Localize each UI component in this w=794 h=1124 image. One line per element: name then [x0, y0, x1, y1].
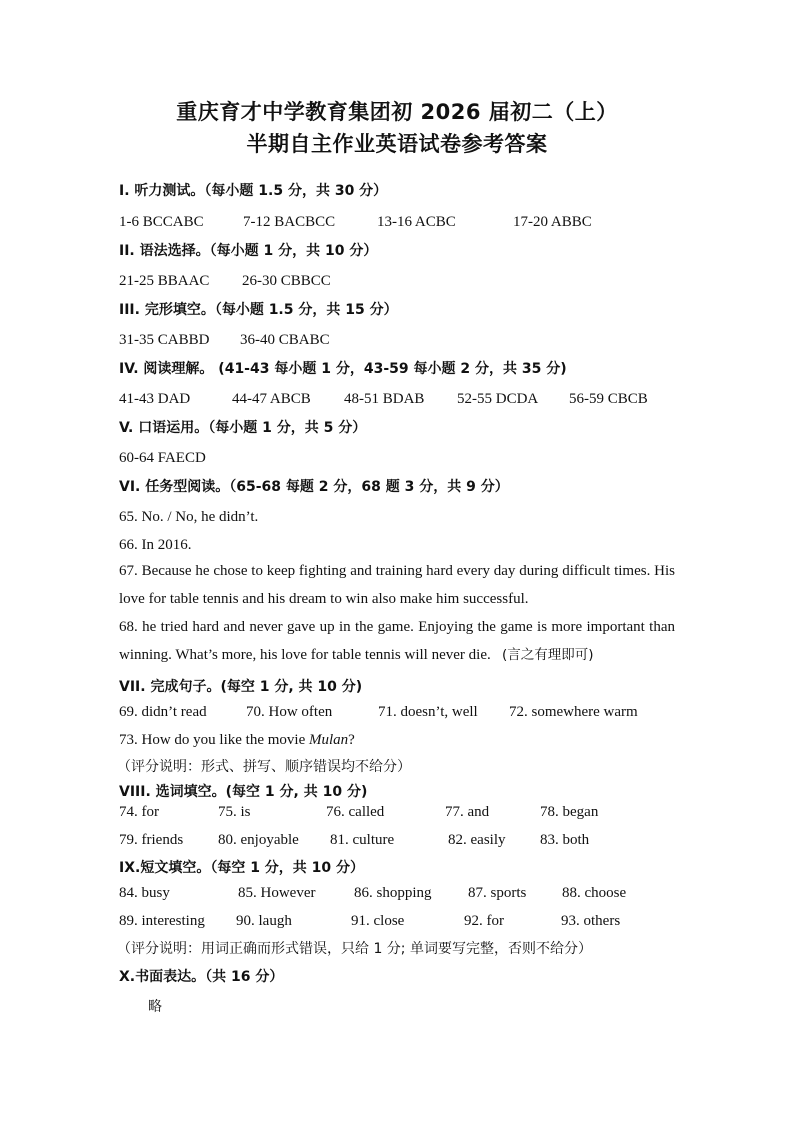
- writing-answer: 略: [148, 999, 162, 1015]
- section-heading-writing: X.书面表达。（共 16 分）: [119, 969, 284, 985]
- answer-group: 13-16 ACBC: [377, 214, 456, 230]
- document-subtitle: 半期自主作业英语试卷参考答案: [246, 132, 548, 156]
- answer-73-end: ?: [348, 732, 355, 748]
- answer-group: 79. friends: [119, 832, 184, 848]
- answer-group: 76. called: [326, 804, 385, 820]
- answer-group: 88. choose: [562, 885, 627, 901]
- answer-68-note: (言之有理即可): [501, 647, 594, 663]
- answer-group: 80. enjoyable: [218, 832, 299, 848]
- answer-group: 89. interesting: [119, 913, 205, 929]
- section-heading-sentences: VII. 完成句子。(每空 1 分, 共 10 分): [119, 679, 363, 695]
- answer-group: 60-64 FAECD: [119, 450, 206, 466]
- answer-group: 91. close: [351, 913, 405, 929]
- answer-group: 31-35 CABBD: [119, 332, 210, 348]
- answer-66: 66. In 2016.: [119, 537, 192, 553]
- answer-group: 7-12 BACBCC: [243, 214, 336, 230]
- answer-group: 52-55 DCDA: [457, 391, 539, 407]
- answer-group: 74. for: [119, 804, 159, 820]
- section-heading-passage-fill: IX.短文填空。（每空 1 分，共 10 分）: [119, 860, 365, 876]
- answer-group: 1-6 BCCABC: [119, 214, 204, 230]
- answer-group: 26-30 CBBCC: [242, 273, 331, 289]
- answer-group: 82. easily: [448, 832, 506, 848]
- answer-group: 17-20 ABBC: [513, 214, 592, 230]
- answer-group: 83. both: [540, 832, 590, 848]
- section-heading-reading: IV. 阅读理解。 (41-43 每小题 1 分，43-59 每小题 2 分，共 35 分): [119, 361, 567, 377]
- answer-group: 78. began: [540, 804, 599, 820]
- answer-group: 21-25 BBAAC: [119, 273, 210, 289]
- section-heading-listening: I. 听力测试。（每小题 1.5 分，共 30 分）: [119, 183, 388, 199]
- section-heading-cloze: III. 完形填空。（每小题 1.5 分，共 15 分）: [119, 302, 398, 318]
- answer-73: [119, 730, 355, 750]
- answer-group: 71. doesn’t, well: [378, 704, 478, 720]
- answer-group: 41-43 DAD: [119, 391, 191, 407]
- answer-group: 85. However: [238, 885, 316, 901]
- answer-group: 93. others: [561, 913, 621, 929]
- answer-68: [119, 613, 675, 669]
- answer-67: 67. Because he chose to keep fighting and training hard every day during difficult times. His love for table tennis and his dream to win also make him successful.: [119, 563, 675, 607]
- answer-group: 87. sports: [468, 885, 527, 901]
- grading-note: （评分说明：用词正确而形式错误，只给 1 分; 单词要写完整，否则不给分）: [117, 941, 592, 957]
- answer-group: 90. laugh: [236, 913, 292, 929]
- document-title: 重庆育才中学教育集团初 2026 届初二（上）: [176, 100, 618, 124]
- answer-group: 69. didn’t read: [119, 704, 207, 720]
- answer-68-text: 68. he tried hard and never gave up in the game. Enjoying the game is more important than winning. What’s more, his love for table tennis will never die.: [119, 619, 675, 663]
- answer-group: 77. and: [445, 804, 490, 820]
- answer-group: 81. culture: [330, 832, 395, 848]
- answer-group: 48-51 BDAB: [344, 391, 425, 407]
- section-heading-grammar: II. 语法选择。（每小题 1 分，共 10 分）: [119, 243, 378, 259]
- movie-title: Mulan: [308, 732, 349, 748]
- answer-73-text: 73. How do you like the movie: [119, 732, 309, 748]
- answer-group: 36-40 CBABC: [240, 332, 330, 348]
- answer-group: 86. shopping: [354, 885, 432, 901]
- answer-group: 70. How often: [246, 704, 333, 720]
- grading-note: （评分说明：形式、拼写、顺序错误均不给分）: [117, 759, 411, 775]
- answer-group: 75. is: [218, 804, 251, 820]
- answer-group: 72. somewhere warm: [509, 704, 638, 720]
- section-heading-task-reading: VI. 任务型阅读。（65-68 每题 2 分，68 题 3 分，共 9 分）: [119, 479, 509, 495]
- answer-group: 56-59 CBCB: [569, 391, 648, 407]
- answer-group: 84. busy: [119, 885, 170, 901]
- section-heading-word-fill: VIII. 选词填空。(每空 1 分, 共 10 分): [119, 784, 368, 800]
- answer-65: 65. No. / No, he didn’t.: [119, 509, 259, 525]
- answer-group: 44-47 ABCB: [232, 391, 311, 407]
- section-heading-speaking: V. 口语运用。（每小题 1 分，共 5 分）: [119, 420, 367, 436]
- answer-group: 92. for: [464, 913, 504, 929]
